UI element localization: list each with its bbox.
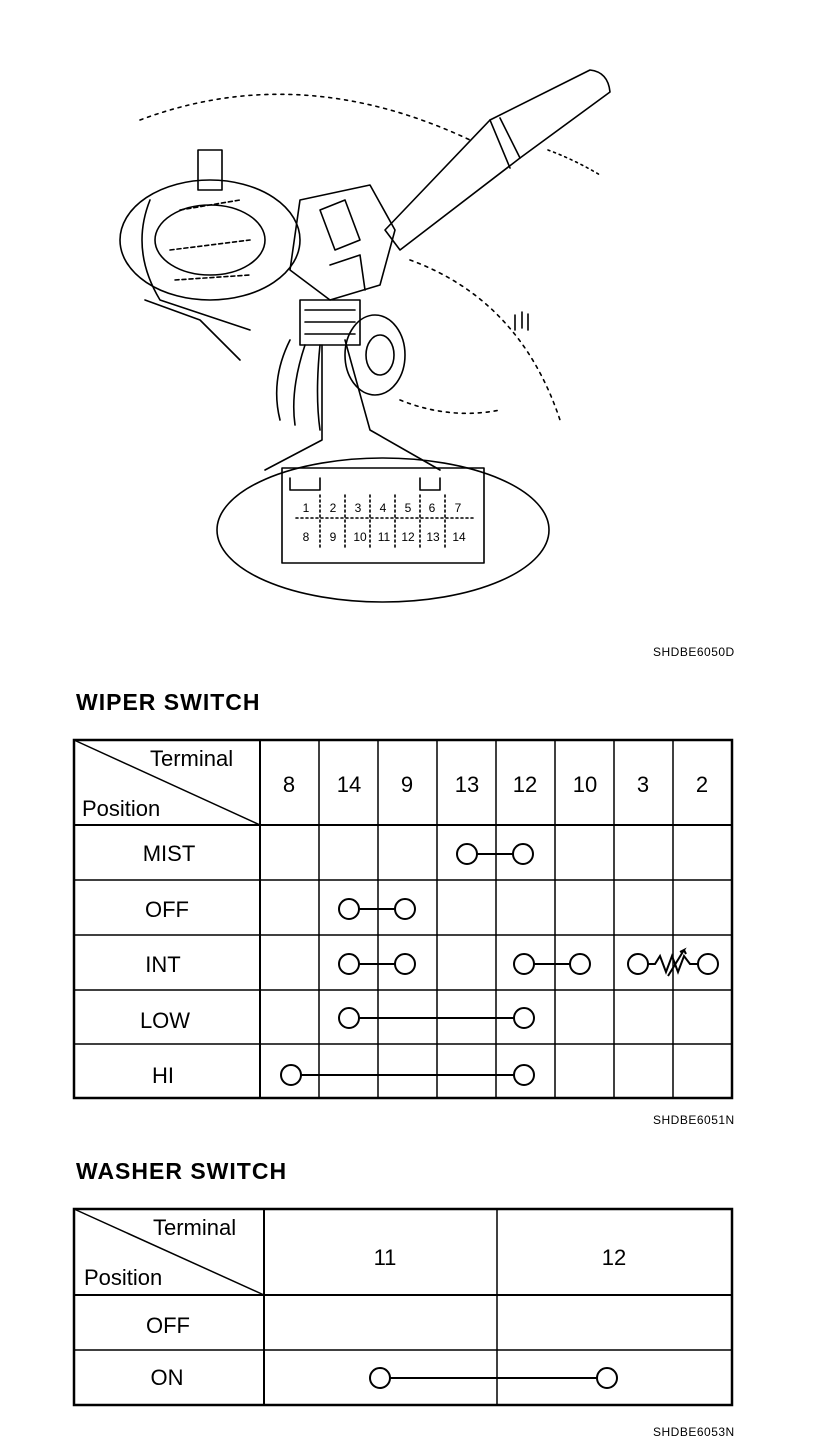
- washer-header-terminal: Terminal: [153, 1215, 237, 1240]
- pin-2: 2: [329, 501, 337, 515]
- pin-13: 13: [426, 530, 440, 544]
- wiper-terminal-2: 2: [695, 772, 709, 797]
- wiper-position-off: OFF: [145, 897, 189, 922]
- wiper-terminal-12: 12: [512, 772, 538, 797]
- wiper-terminal-3: 3: [636, 772, 650, 797]
- connector-face: [282, 468, 484, 563]
- wiper-header-terminal: Terminal: [150, 746, 234, 771]
- wiper-terminal-10: 10: [572, 772, 598, 797]
- washer-on-terminal-12-dot: [597, 1368, 617, 1388]
- pin-10: 10: [353, 530, 367, 544]
- pin-8: 8: [302, 530, 310, 544]
- wiper-mist-terminal-13-dot: [457, 844, 477, 864]
- steering-column-illustration: [0, 0, 816, 620]
- wiper-mist-terminal-12-dot: [513, 844, 533, 864]
- washer-on-terminal-11-dot: [370, 1368, 390, 1388]
- pin-9: 9: [329, 530, 337, 544]
- wiper-low-terminal-12-dot: [514, 1008, 534, 1028]
- pin-1: 1: [302, 501, 310, 515]
- wiper-int-resistor: [648, 956, 700, 972]
- wiper-low-terminal-14-dot: [339, 1008, 359, 1028]
- washer-switch-table: [0, 1200, 816, 1420]
- wiper-switch-code: SHDBE6051N: [653, 1113, 735, 1127]
- washer-position-on: ON: [150, 1365, 184, 1390]
- switch-body: [290, 185, 395, 300]
- wiper-switch-table: [0, 730, 816, 1110]
- washer-terminal-11: 11: [373, 1245, 397, 1270]
- wiper-terminal-14: 14: [336, 772, 362, 797]
- wiper-int-terminal-2-dot: [698, 954, 718, 974]
- wiper-int-terminal-3-dot: [628, 954, 648, 974]
- wiper-int-terminal-9-dot: [395, 954, 415, 974]
- wiper-header-position: Position: [82, 796, 161, 821]
- pin-14: 14: [452, 530, 466, 544]
- wiper-stalk: [385, 70, 610, 250]
- washer-terminal-12: 12: [601, 1245, 627, 1270]
- wiper-position-int: INT: [145, 952, 181, 977]
- washer-switch-title: WASHER SWITCH: [76, 1158, 288, 1184]
- wiper-hi-terminal-8-dot: [281, 1065, 301, 1085]
- wiper-off-terminal-14-dot: [339, 899, 359, 919]
- washer-position-off: OFF: [146, 1313, 190, 1338]
- pin-7: 7: [454, 501, 462, 515]
- wiper-off-terminal-9-dot: [395, 899, 415, 919]
- wiper-terminal-8: 8: [282, 772, 296, 797]
- washer-header-position: Position: [84, 1265, 163, 1290]
- wiper-position-mist: MIST: [142, 841, 196, 866]
- wiper-switch-title: WIPER SWITCH: [76, 689, 261, 715]
- wiper-terminal-13: 13: [454, 772, 480, 797]
- pin-12: 12: [401, 530, 415, 544]
- wiper-terminal-9: 9: [400, 772, 414, 797]
- wiper-int-terminal-12-dot: [514, 954, 534, 974]
- wiper-position-low: LOW: [139, 1008, 191, 1033]
- wiper-hi-terminal-12-dot: [514, 1065, 534, 1085]
- wiper-int-terminal-10-dot: [570, 954, 590, 974]
- illustration-code: SHDBE6050D: [653, 645, 735, 659]
- wiper-position-hi: HI: [152, 1063, 174, 1088]
- wiper-int-terminal-14-dot: [339, 954, 359, 974]
- pin-4: 4: [379, 501, 387, 515]
- washer-switch-code: SHDBE6053N: [653, 1425, 735, 1439]
- pin-11: 11: [377, 530, 391, 544]
- pin-3: 3: [354, 501, 362, 515]
- pin-5: 5: [404, 501, 412, 515]
- pin-6: 6: [428, 501, 436, 515]
